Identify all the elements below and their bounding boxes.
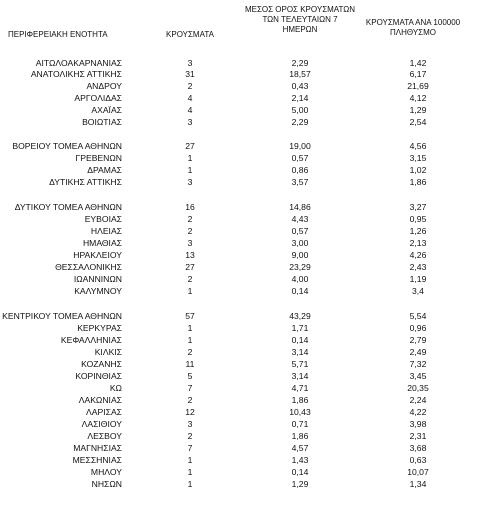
- cases-cell: 1: [187, 153, 193, 163]
- region-cell: ΔΡΑΜΑΣ: [87, 165, 122, 175]
- per100k-cell: 6,17: [409, 69, 427, 79]
- avg7-cell: 0,57: [291, 153, 309, 163]
- avg7-cell: 2,29: [291, 58, 309, 68]
- table-row: [0, 347, 477, 357]
- cases-cell: 27: [185, 262, 195, 272]
- cases-cell: 13: [185, 250, 195, 260]
- cases-cell: 1: [187, 165, 193, 175]
- per100k-cell: 7,32: [409, 359, 427, 369]
- cases-cell: 1: [187, 323, 193, 333]
- avg7-cell: 9,00: [291, 250, 309, 260]
- avg7-cell: 3,14: [291, 371, 309, 381]
- region-cell: ΓΡΕΒΕΝΩΝ: [75, 153, 122, 163]
- header-avg7: ΜΕΣΟΣ ΟΡΟΣ ΚΡΟΥΣΜΑΤΩΝ ΤΩΝ ΤΕΛΕΥΤΑΙΩΝ 7 ΗΜΕΡΩΝ: [244, 5, 356, 34]
- region-cell: ΜΗΛΟΥ: [90, 467, 122, 477]
- cases-cell: 1: [187, 479, 193, 489]
- cases-cell: 7: [187, 443, 193, 453]
- region-cell: ΚΕΝΤΡΙΚΟΥ ΤΟΜΕΑ ΑΘΗΝΩΝ: [2, 311, 122, 321]
- avg7-cell: 1,29: [291, 479, 309, 489]
- cases-cell: 12: [185, 407, 195, 417]
- per100k-cell: 2,31: [409, 431, 427, 441]
- table-row: [0, 141, 477, 151]
- per100k-cell: 0,95: [409, 214, 427, 224]
- table-row: [0, 419, 477, 429]
- avg7-cell: 0,57: [291, 226, 309, 236]
- avg7-cell: 2,14: [291, 93, 309, 103]
- avg7-cell: 1,71: [291, 323, 309, 333]
- avg7-cell: 5,00: [291, 105, 309, 115]
- per100k-cell: 1,42: [409, 58, 427, 68]
- cases-cell: 11: [185, 359, 195, 369]
- table-row: [0, 335, 477, 345]
- per100k-cell: 1,29: [409, 105, 427, 115]
- table-row: [0, 81, 477, 91]
- table-row: [0, 359, 477, 369]
- avg7-cell: 0,14: [291, 335, 309, 345]
- avg7-cell: 43,29: [289, 311, 311, 321]
- table-row: [0, 371, 477, 381]
- per100k-cell: 2,54: [409, 117, 427, 127]
- table-row: [0, 93, 477, 103]
- per100k-cell: 1,86: [409, 177, 427, 187]
- region-cell: ΔΥΤΙΚΗΣ ΑΤΤΙΚΗΣ: [49, 177, 122, 187]
- table-row: [0, 238, 477, 248]
- region-cell: ΗΡΑΚΛΕΙΟΥ: [73, 250, 122, 260]
- avg7-cell: 0,14: [291, 467, 309, 477]
- avg7-cell: 2,29: [291, 117, 309, 127]
- region-cell: ΑΝΑΤΟΛΙΚΗΣ ΑΤΤΙΚΗΣ: [30, 69, 122, 79]
- table-row: [0, 226, 477, 236]
- region-cell: ΒΟΙΩΤΙΑΣ: [82, 117, 122, 127]
- avg7-cell: 23,29: [289, 262, 311, 272]
- per100k-cell: 1,02: [409, 165, 427, 175]
- cases-cell: 2: [187, 274, 193, 284]
- per100k-cell: 10,07: [407, 467, 429, 477]
- cases-cell: 3: [187, 238, 193, 248]
- region-cell: ΛΑΚΩΝΙΑΣ: [78, 395, 122, 405]
- table-row: [0, 274, 477, 284]
- avg7-cell: 14,86: [289, 202, 311, 212]
- table-row: [0, 455, 477, 465]
- per100k-cell: 3,45: [409, 371, 427, 381]
- per100k-cell: 4,12: [409, 93, 427, 103]
- table-row: [0, 202, 477, 212]
- table-row: [0, 395, 477, 405]
- header-per100k: ΚΡΟΥΣΜΑΤΑ ΑΝΑ 100000 ΠΛΗΘΥΣΜΟ: [365, 18, 461, 37]
- cases-cell: 3: [187, 117, 193, 127]
- region-cell: ΛΑΣΙΘΙΟΥ: [81, 419, 122, 429]
- cases-cell: 4: [187, 105, 193, 115]
- per100k-cell: 0,96: [409, 323, 427, 333]
- cases-cell: 3: [187, 177, 193, 187]
- per100k-cell: 1,34: [409, 479, 427, 489]
- header-region: ΠΕΡΙΦΕΡΕΙΑΚΗ ΕΝΟΤΗΤΑ: [8, 30, 108, 39]
- cases-cell: 2: [187, 226, 193, 236]
- table-row: [0, 214, 477, 224]
- region-cell: ΚΟΡΙΝΘΙΑΣ: [75, 371, 122, 381]
- table-row: [0, 286, 477, 296]
- region-cell: ΘΕΣΣΑΛΟΝΙΚΗΣ: [55, 262, 122, 272]
- per100k-cell: 2,43: [409, 262, 427, 272]
- avg7-cell: 3,57: [291, 177, 309, 187]
- per100k-cell: 2,79: [409, 335, 427, 345]
- per100k-cell: 1,19: [409, 274, 427, 284]
- per100k-cell: 3,15: [409, 153, 427, 163]
- avg7-cell: 4,71: [291, 383, 309, 393]
- cases-cell: 2: [187, 395, 193, 405]
- cases-cell: 16: [185, 202, 195, 212]
- avg7-cell: 4,57: [291, 443, 309, 453]
- region-cell: ΚΙΛΚΙΣ: [94, 347, 122, 357]
- per100k-cell: 20,35: [407, 383, 429, 393]
- cases-cell: 57: [185, 311, 195, 321]
- cases-cell: 5: [187, 371, 193, 381]
- avg7-cell: 4,43: [291, 214, 309, 224]
- avg7-cell: 3,14: [291, 347, 309, 357]
- region-cell: ΚΩ: [109, 383, 122, 393]
- cases-cell: 31: [185, 69, 195, 79]
- table-row: [0, 153, 477, 163]
- cases-cell: 27: [185, 141, 195, 151]
- cases-cell: 7: [187, 383, 193, 393]
- per100k-cell: 3,68: [409, 443, 427, 453]
- avg7-cell: 1,86: [291, 395, 309, 405]
- cases-cell: 4: [187, 93, 193, 103]
- per100k-cell: 2,13: [409, 238, 427, 248]
- region-cell: ΝΗΣΩΝ: [91, 479, 122, 489]
- avg7-cell: 4,00: [291, 274, 309, 284]
- per100k-cell: 21,69: [407, 81, 429, 91]
- avg7-cell: 0,43: [291, 81, 309, 91]
- cases-cell: 2: [187, 347, 193, 357]
- table-row: [0, 467, 477, 477]
- region-cell: ΕΥΒΟΙΑΣ: [84, 214, 122, 224]
- cases-cell: 3: [187, 58, 193, 68]
- region-cell: ΗΛΕΙΑΣ: [90, 226, 122, 236]
- region-cell: ΜΕΣΣΗΝΙΑΣ: [72, 455, 122, 465]
- region-cell: ΒΟΡΕΙΟΥ ΤΟΜΕΑ ΑΘΗΝΩΝ: [12, 141, 122, 151]
- cases-cell: 1: [187, 335, 193, 345]
- table-row: [0, 407, 477, 417]
- cases-cell: 3: [187, 419, 193, 429]
- cases-cell: 1: [187, 286, 193, 296]
- region-cell: ΔΥΤΙΚΟΥ ΤΟΜΕΑ ΑΘΗΝΩΝ: [14, 202, 122, 212]
- region-cell: ΜΑΓΝΗΣΙΑΣ: [73, 443, 122, 453]
- region-cell: ΑΡΓΟΛΙΔΑΣ: [74, 93, 122, 103]
- avg7-cell: 10,43: [289, 407, 311, 417]
- table-row: [0, 58, 477, 68]
- table-row: [0, 105, 477, 115]
- per100k-cell: 3,98: [409, 419, 427, 429]
- per100k-cell: 4,56: [409, 141, 427, 151]
- region-cell: ΚΕΡΚΥΡΑΣ: [77, 323, 122, 333]
- per100k-cell: 2,49: [409, 347, 427, 357]
- table-row: [0, 311, 477, 321]
- per100k-cell: 3,4: [412, 286, 424, 296]
- region-cell: ΑΧΑΪΑΣ: [91, 105, 122, 115]
- table-row: [0, 69, 477, 79]
- region-cell: ΛΕΣΒΟΥ: [87, 431, 122, 441]
- cases-cell: 1: [187, 455, 193, 465]
- avg7-cell: 18,57: [289, 69, 311, 79]
- per100k-cell: 5,54: [409, 311, 427, 321]
- header-cases: ΚΡΟΥΣΜΑΤΑ: [166, 30, 214, 39]
- avg7-cell: 1,43: [291, 455, 309, 465]
- avg7-cell: 0,14: [291, 286, 309, 296]
- region-cell: ΑΝΔΡΟΥ: [86, 81, 122, 91]
- per100k-cell: 2,24: [409, 395, 427, 405]
- avg7-cell: 1,86: [291, 431, 309, 441]
- cases-cell: 2: [187, 81, 193, 91]
- per100k-cell: 4,26: [409, 250, 427, 260]
- cases-cell: 2: [187, 431, 193, 441]
- region-cell: ΚΟΖΑΝΗΣ: [81, 359, 122, 369]
- table-row: [0, 117, 477, 127]
- table-row: [0, 165, 477, 175]
- region-cell: ΙΩΑΝΝΙΝΩΝ: [73, 274, 122, 284]
- per100k-cell: 0,63: [409, 455, 427, 465]
- per100k-cell: 4,22: [409, 407, 427, 417]
- table-row: [0, 177, 477, 187]
- per100k-cell: 3,27: [409, 202, 427, 212]
- table-row: [0, 250, 477, 260]
- avg7-cell: 0,86: [291, 165, 309, 175]
- table-row: [0, 383, 477, 393]
- table-row: [0, 479, 477, 489]
- cases-cell: 2: [187, 214, 193, 224]
- table-row: [0, 431, 477, 441]
- table-row: [0, 443, 477, 453]
- region-cell: ΚΕΦΑΛΛΗΝΙΑΣ: [60, 335, 122, 345]
- avg7-cell: 3,00: [291, 238, 309, 248]
- table-row: [0, 262, 477, 272]
- region-cell: ΚΑΛΥΜΝΟΥ: [74, 286, 122, 296]
- avg7-cell: 0,71: [291, 419, 309, 429]
- avg7-cell: 5,71: [291, 359, 309, 369]
- region-cell: ΑΙΤΩΛΟΑΚΑΡΝΑΝΙΑΣ: [35, 58, 122, 68]
- table-row: [0, 323, 477, 333]
- region-cell: ΗΜΑΘΙΑΣ: [82, 238, 122, 248]
- region-cell: ΛΑΡΙΣΑΣ: [86, 407, 122, 417]
- per100k-cell: 1,26: [409, 226, 427, 236]
- cases-cell: 1: [187, 467, 193, 477]
- avg7-cell: 19,00: [289, 141, 311, 151]
